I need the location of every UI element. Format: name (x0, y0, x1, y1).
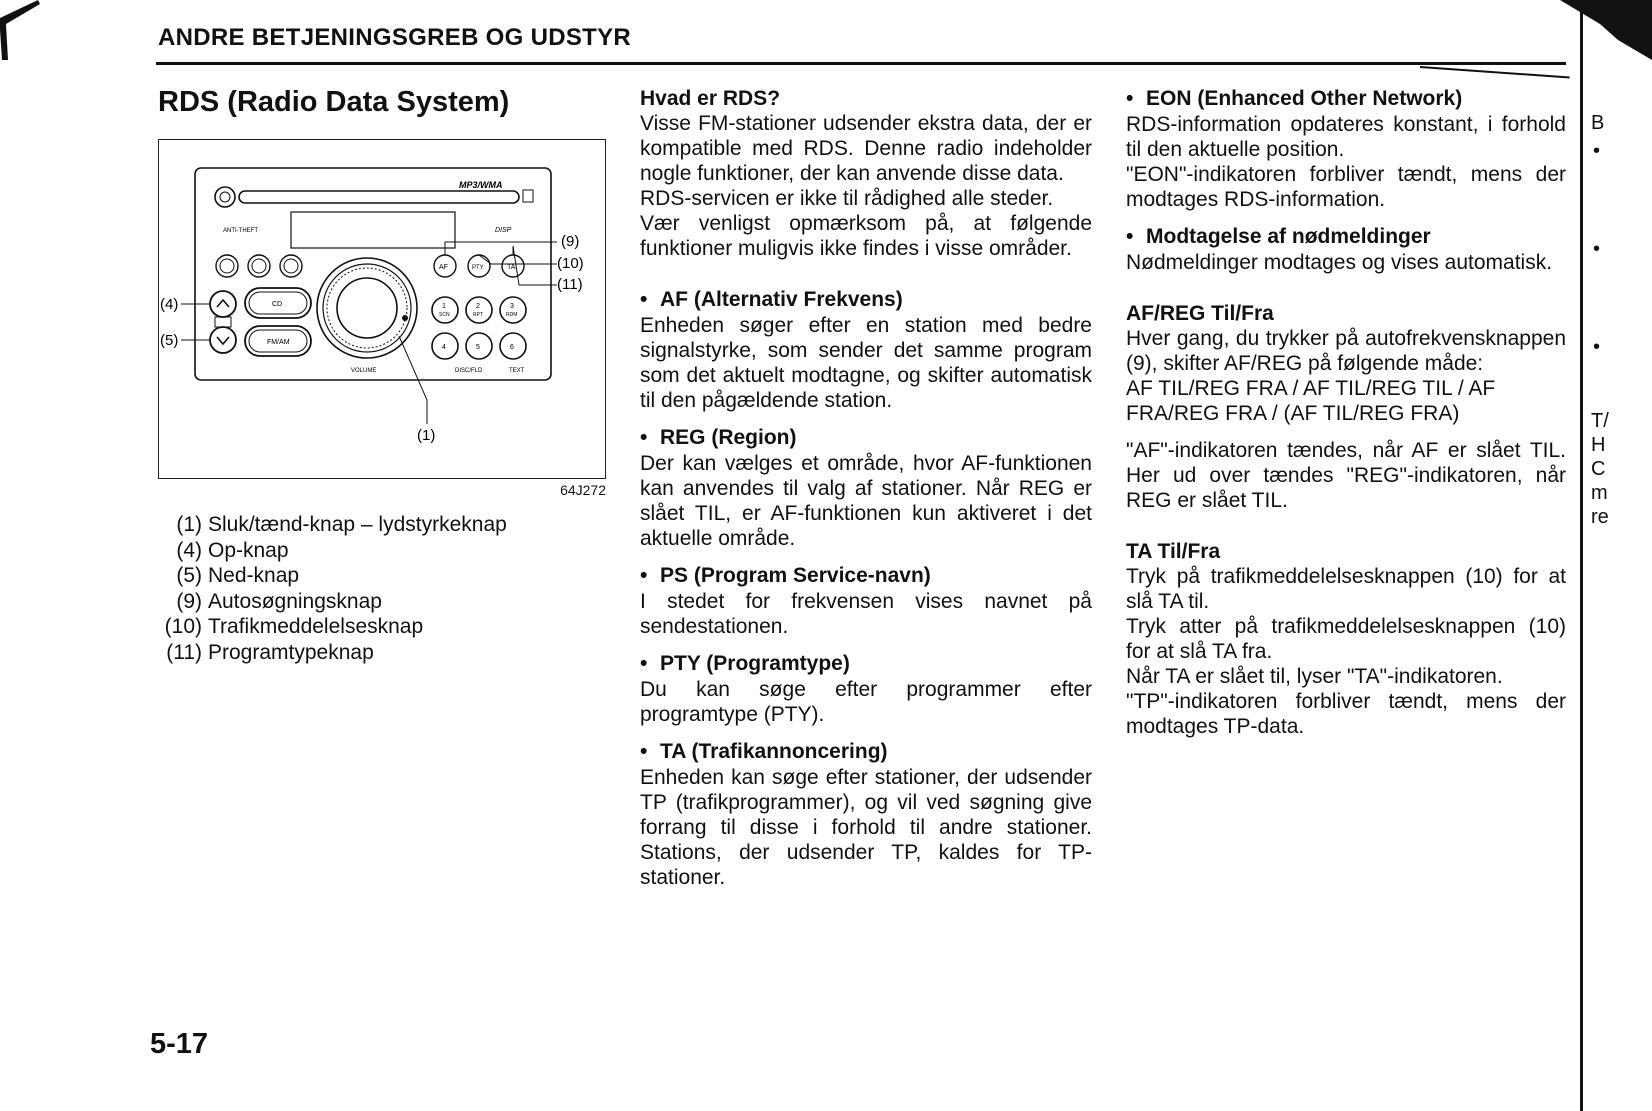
svg-text:1: 1 (442, 303, 446, 310)
anti-theft-label: ANTI-THEFT (223, 228, 258, 234)
down-button (210, 327, 236, 353)
ta-heading: • TA (Trafikannoncering) (640, 739, 1092, 765)
radio-diagram (159, 140, 605, 478)
display-window (291, 212, 455, 248)
column-right (1126, 86, 1566, 739)
legend-item: (4) Op-knap (176, 538, 289, 562)
brand-label: MP3/WMA (459, 180, 503, 190)
edge-fragment: T/ (1591, 410, 1609, 432)
column-middle (640, 86, 1092, 890)
svg-text:2: 2 (476, 303, 480, 310)
adjacent-page-edge (1580, 0, 1652, 1111)
paragraph: "AF"-indikatoren tændes, når AF er slået TIL. Her ud over tændes "REG"-indikatoren, når REG er slået TIL. (1126, 439, 1566, 512)
svg-text:5: 5 (476, 344, 480, 351)
figure-legend (158, 512, 608, 665)
rds-logo: DISP (495, 227, 512, 234)
af-reg-heading: AF/REG Til/Fra (1126, 302, 1274, 325)
eject-button-icon (215, 187, 235, 207)
svg-text:3: 3 (510, 303, 514, 310)
cd-slot (239, 191, 519, 203)
svg-text:AF: AF (439, 264, 448, 271)
paragraph: Når TA er slået til, lyser "TA"-indikatoren. (1126, 665, 1503, 688)
pty-heading: • PTY (Programtype) (640, 651, 1092, 677)
callout-5: (5) (160, 332, 179, 349)
callout-9: (9) (561, 233, 580, 250)
svg-text:DISC/FLD: DISC/FLD (455, 368, 483, 374)
scan-binding-shadow (1540, 0, 1652, 90)
volume-label: VOLUME (351, 368, 377, 374)
legend-item: (1) Sluk/tænd-knap – lydstyrkeknap (176, 513, 507, 536)
paragraph: Enheden kan søge efter stationer, der udsender TP (trafikprogrammer), og vil ved søgning give forrang til disse i forhold til andre stationer. Stations, der udsender TP, kaldes for TP-stationer. (640, 766, 1092, 889)
svg-text:TA: TA (507, 264, 516, 271)
af-heading: • AF (Alternativ Frekvens) (640, 287, 1092, 313)
svg-text:6: 6 (510, 344, 514, 351)
paragraph: RDS-information opdateres konstant, i forhold til den aktuelle position. (1126, 113, 1566, 161)
svg-text:SCN: SCN (439, 312, 450, 318)
paragraph: Enheden søger efter en station med bedre signalstyrke, som sender det samme program som det aktuelt modtagne, og skifter automatisk til den pågældende station. (640, 314, 1092, 412)
edge-fragment: H (1591, 434, 1606, 456)
chapter-header: ANDRE BETJENINGSGREB OG UDSTYR (158, 24, 632, 51)
callout-4: (4) (160, 296, 179, 313)
paragraph: "EON"-indikatoren forbliver tændt, mens der modtages RDS-information. (1126, 163, 1566, 211)
radio-figure (158, 139, 606, 479)
paragraph: Tryk på trafikmeddelelsesknappen (10) for at slå TA til. (1126, 565, 1566, 613)
fm-am-label: FM/AM (267, 339, 290, 346)
svg-text:RPT: RPT (473, 312, 483, 318)
callout-1: (1) (417, 427, 436, 444)
callout-10: (10) (557, 255, 584, 272)
edge-fragment: • (1593, 336, 1601, 358)
paragraph: AF TIL/REG FRA / AF TIL/REG TIL / AF FRA/REG FRA / (AF TIL/REG FRA) (1126, 377, 1496, 425)
legend-item: (9) Autosøgningsknap (176, 589, 382, 613)
paragraph: I stedet for frekvensen vises navnet på sendestationen. (640, 590, 1092, 638)
paragraph: Hver gang, du trykker på autofrekvensknappen (9), skifter AF/REG på følgende måde: (1126, 327, 1566, 375)
svg-text:RDM: RDM (506, 312, 518, 318)
paragraph: Nødmeldinger modtages og vises automatisk. (1126, 251, 1553, 274)
edge-fragment: • (1593, 238, 1601, 260)
ta-toggle-heading: TA Til/Fra (1126, 540, 1221, 563)
emergency-heading: • Modtagelse af nødmeldinger (1126, 224, 1566, 250)
legend-item: (5) Ned-knap (176, 564, 300, 587)
figure-code: 64J272 (560, 482, 606, 498)
callout-11: (11) (557, 276, 583, 293)
cd-label: CD (272, 301, 283, 308)
edge-fragment: • (1593, 140, 1601, 162)
what-is-rds-heading: Hvad er RDS? (640, 87, 781, 110)
section-title: RDS (Radio Data System) (158, 86, 510, 118)
edge-fragment: re (1591, 506, 1609, 528)
reg-heading: • REG (Region) (640, 425, 1092, 451)
paragraph: Du kan søge efter programmer efter programtype (PTY). (640, 678, 1092, 726)
page-number: 5-17 (150, 1028, 209, 1060)
edge-fragment: B (1591, 112, 1605, 134)
ps-heading: • PS (Program Service-navn) (640, 563, 1092, 589)
header-rule (156, 62, 1566, 65)
legend-item: (11) Programtypeknap (166, 640, 374, 664)
up-button (210, 291, 236, 317)
svg-text:TEXT: TEXT (509, 368, 525, 374)
svg-text:PTY: PTY (472, 265, 484, 271)
paragraph: Vær venligst opmærksom på, at følgende funktioner muligvis ikke findes i visse områder. (640, 212, 1092, 260)
paragraph: "TP"-indikatoren forbliver tændt, mens der modtages TP-data. (1126, 690, 1566, 738)
column-left (158, 86, 608, 665)
svg-text:4: 4 (442, 344, 446, 351)
paragraph: RDS-servicen er ikke til rådighed alle steder. (640, 187, 1054, 210)
legend-item: (10) Trafikmeddelelsesknap (164, 615, 424, 638)
eon-heading: • EON (Enhanced Other Network) (1126, 86, 1566, 112)
edge-fragment: C (1591, 458, 1606, 480)
paragraph: Tryk atter på trafikmeddelelsesknappen (10) for at slå TA fra. (1126, 615, 1566, 663)
paragraph: Der kan vælges et område, hvor AF-funktionen kan anvendes til valg af stationer. Når REG er slået TIL, er AF-funktionen kun aktiveret i det aktuelle område. (640, 452, 1092, 550)
edge-fragment: m (1591, 482, 1608, 504)
paragraph: Visse FM-stationer udsender ekstra data, der er kompatible med RDS. Denne radio indeholder nogle funktioner, der kan anvende disse data. (640, 112, 1092, 185)
scan-corner-shadow (0, 0, 40, 60)
